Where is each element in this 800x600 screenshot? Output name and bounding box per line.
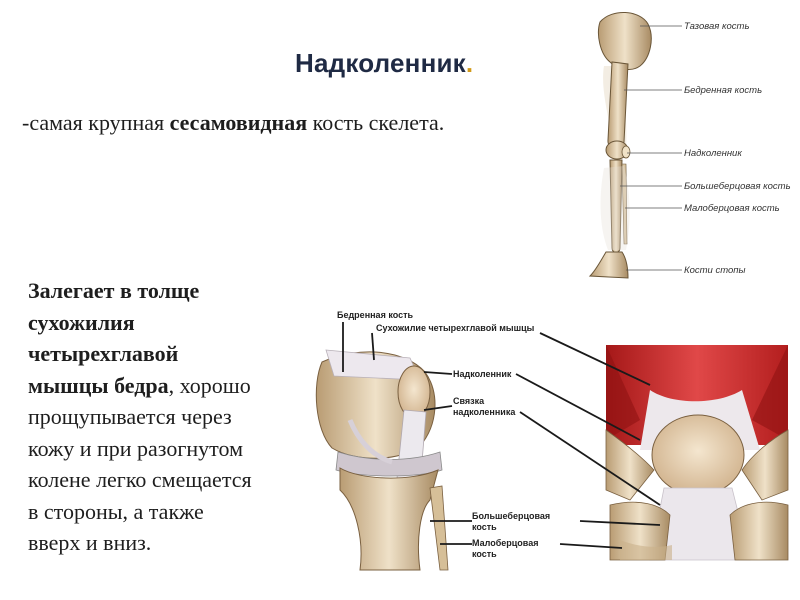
knee-label-quadriceps-tendon: Сухожилие четырехглавой мышцы [376, 323, 535, 333]
para-bold-line: четырехглавой [28, 341, 179, 366]
title-dot: . [465, 48, 474, 78]
subtitle-bold: сесамовидная [169, 110, 308, 135]
leg-skeleton-illustration [590, 12, 651, 278]
knee-label-patella: Надколенник [453, 369, 512, 379]
skeleton-label-pelvis: Тазовая кость [684, 21, 750, 32]
para-line: вверх и вниз. [28, 530, 152, 555]
para-rest-first: , хорошо [168, 372, 251, 398]
knee-side-illustration [316, 350, 448, 570]
knee-label-fibula-2: кость [472, 549, 497, 559]
subtitle-suffix: кость скелета. [307, 110, 445, 135]
skeleton-label-femur: Бедренная кость [684, 85, 763, 96]
para-bold-line: мышцы бедра [28, 372, 169, 398]
title-text: Надколенник [295, 48, 466, 78]
knee-label-ligament-2: надколенника [453, 407, 516, 417]
para-line: в стороны, а также [28, 498, 204, 524]
knee-label-femur: Бедренная кость [337, 310, 414, 320]
para-bold-line: Залегает в толще [28, 278, 200, 303]
knee-label-tibia-2: кость [472, 522, 497, 532]
skeleton-label-patella: Надколенник [684, 148, 742, 159]
para-line: прощупывается через [28, 404, 232, 429]
para-line: колене легко смещается [28, 467, 252, 492]
skeleton-label-tibia: Большеберцовая кость [684, 181, 791, 192]
para-bold-line: сухожилия [28, 309, 135, 335]
para-line: кожу и при разогнутом [28, 435, 243, 461]
knee-label-fibula: Малоберцовая [472, 538, 539, 548]
subtitle-prefix: -самая крупная [22, 110, 170, 135]
knee-label-ligament: Связка [453, 396, 485, 406]
skeleton-label-foot-bones: Кости стопы [684, 265, 746, 276]
skeleton-label-fibula: Малоберцовая кость [684, 203, 780, 214]
knee-label-tibia: Большеберцовая [472, 511, 551, 521]
